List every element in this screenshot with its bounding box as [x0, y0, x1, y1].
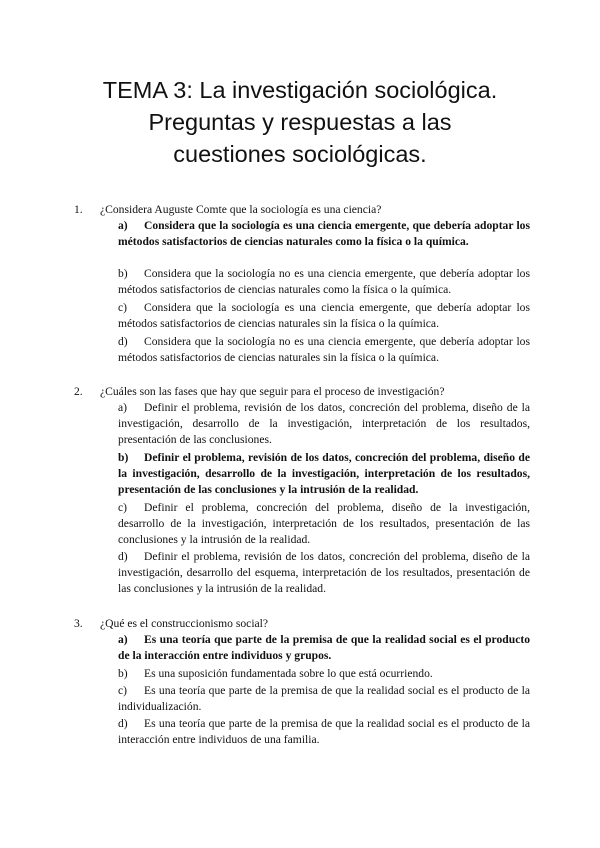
option-1a [118, 218, 530, 250]
option-letter: c) [118, 501, 128, 514]
option-text: Considera que la sociología es una ciencia emergente, que debería adoptar los métodos satisfactorios de ciencias naturales sin la física o la química. [118, 301, 530, 330]
option-letter: c) [118, 301, 128, 314]
option-3c [118, 683, 530, 715]
title-line-3: cuestiones sociológicas. [173, 141, 427, 167]
option-letter: d) [118, 550, 128, 563]
option-3b [118, 666, 530, 682]
question-text: ¿Qué es el construccionismo social? [100, 617, 269, 630]
option-letter: b) [118, 667, 128, 680]
option-2b [118, 450, 530, 498]
option-1c [118, 300, 530, 332]
option-2a [118, 400, 530, 448]
option-text: Es una teoría que parte de la premisa de que la realidad social es el producto de la interacción entre individuos y grupos. [118, 633, 530, 662]
option-2d [118, 549, 530, 597]
option-letter: d) [118, 335, 128, 348]
option-text: Es una teoría que parte de la premisa de que la realidad social es el producto de la interacción entre individuos de una familia. [118, 717, 530, 746]
option-letter: a) [118, 633, 128, 646]
option-text: Es una teoría que parte de la premisa de que la realidad social es el producto de la individualización. [118, 684, 530, 713]
option-letter: a) [118, 219, 128, 232]
question-number: 2. [74, 385, 83, 398]
page-title [40, 74, 560, 170]
option-2c [118, 500, 530, 548]
option-letter: a) [118, 401, 128, 414]
option-text: Considera que la sociología es una ciencia emergente, que debería adoptar los métodos satisfactorios de ciencias naturales como la física o la química. [118, 219, 530, 248]
option-3a [118, 632, 530, 664]
option-text: Definir el problema, revisión de los datos, concreción del problema, diseño de la investigación, desarrollo de la investigación, interpretación de los resultados, presentación de las conclusiones y la intrusión de la realidad. [118, 451, 530, 496]
option-1d [118, 334, 530, 366]
title-line-2: Preguntas y respuestas a las [148, 109, 452, 135]
option-text: Considera que la sociología no es una ciencia emergente, que debería adoptar los métodos satisfactorios de ciencias naturales como la física o la química. [118, 267, 530, 296]
question-number: 1. [74, 203, 83, 216]
option-letter: b) [118, 451, 129, 464]
question-text: ¿Considera Auguste Comte que la sociología es una ciencia? [100, 203, 382, 216]
option-text: Es una suposición fundamentada sobre lo que está ocurriendo. [144, 667, 433, 680]
option-letter: c) [118, 684, 128, 697]
option-letter: b) [118, 267, 128, 280]
option-letter: d) [118, 717, 128, 730]
option-3d [118, 716, 530, 748]
question-text: ¿Cuáles son las fases que hay que seguir para el proceso de investigación? [100, 385, 445, 398]
option-text: Definir el problema, concreción del problema, diseño de la investigación, desarrollo de la investigación, interpretación de los resultados, presentación de las conclusiones y la intrusión de la realidad. [118, 501, 530, 546]
title-line-1: TEMA 3: La investigación sociológica. [102, 77, 498, 103]
option-text: Considera que la sociología no es una ciencia emergente, que debería adoptar los métodos satisfactorios de ciencias naturales sin la física o la química. [118, 335, 530, 364]
option-1b [118, 266, 530, 298]
option-text: Definir el problema, revisión de los datos, concreción del problema, diseño de la investigación, desarrollo de la investigación, interpretación de los resultados, presentación de las conclusiones. [118, 401, 530, 446]
question-number: 3. [74, 617, 83, 630]
option-text: Definir el problema, revisión de los datos, concreción del problema, diseño de la investigación, desarrollo del esquema, interpretación de los resultados, presentación de las conclusiones y la intrusión de la realidad. [118, 550, 530, 595]
